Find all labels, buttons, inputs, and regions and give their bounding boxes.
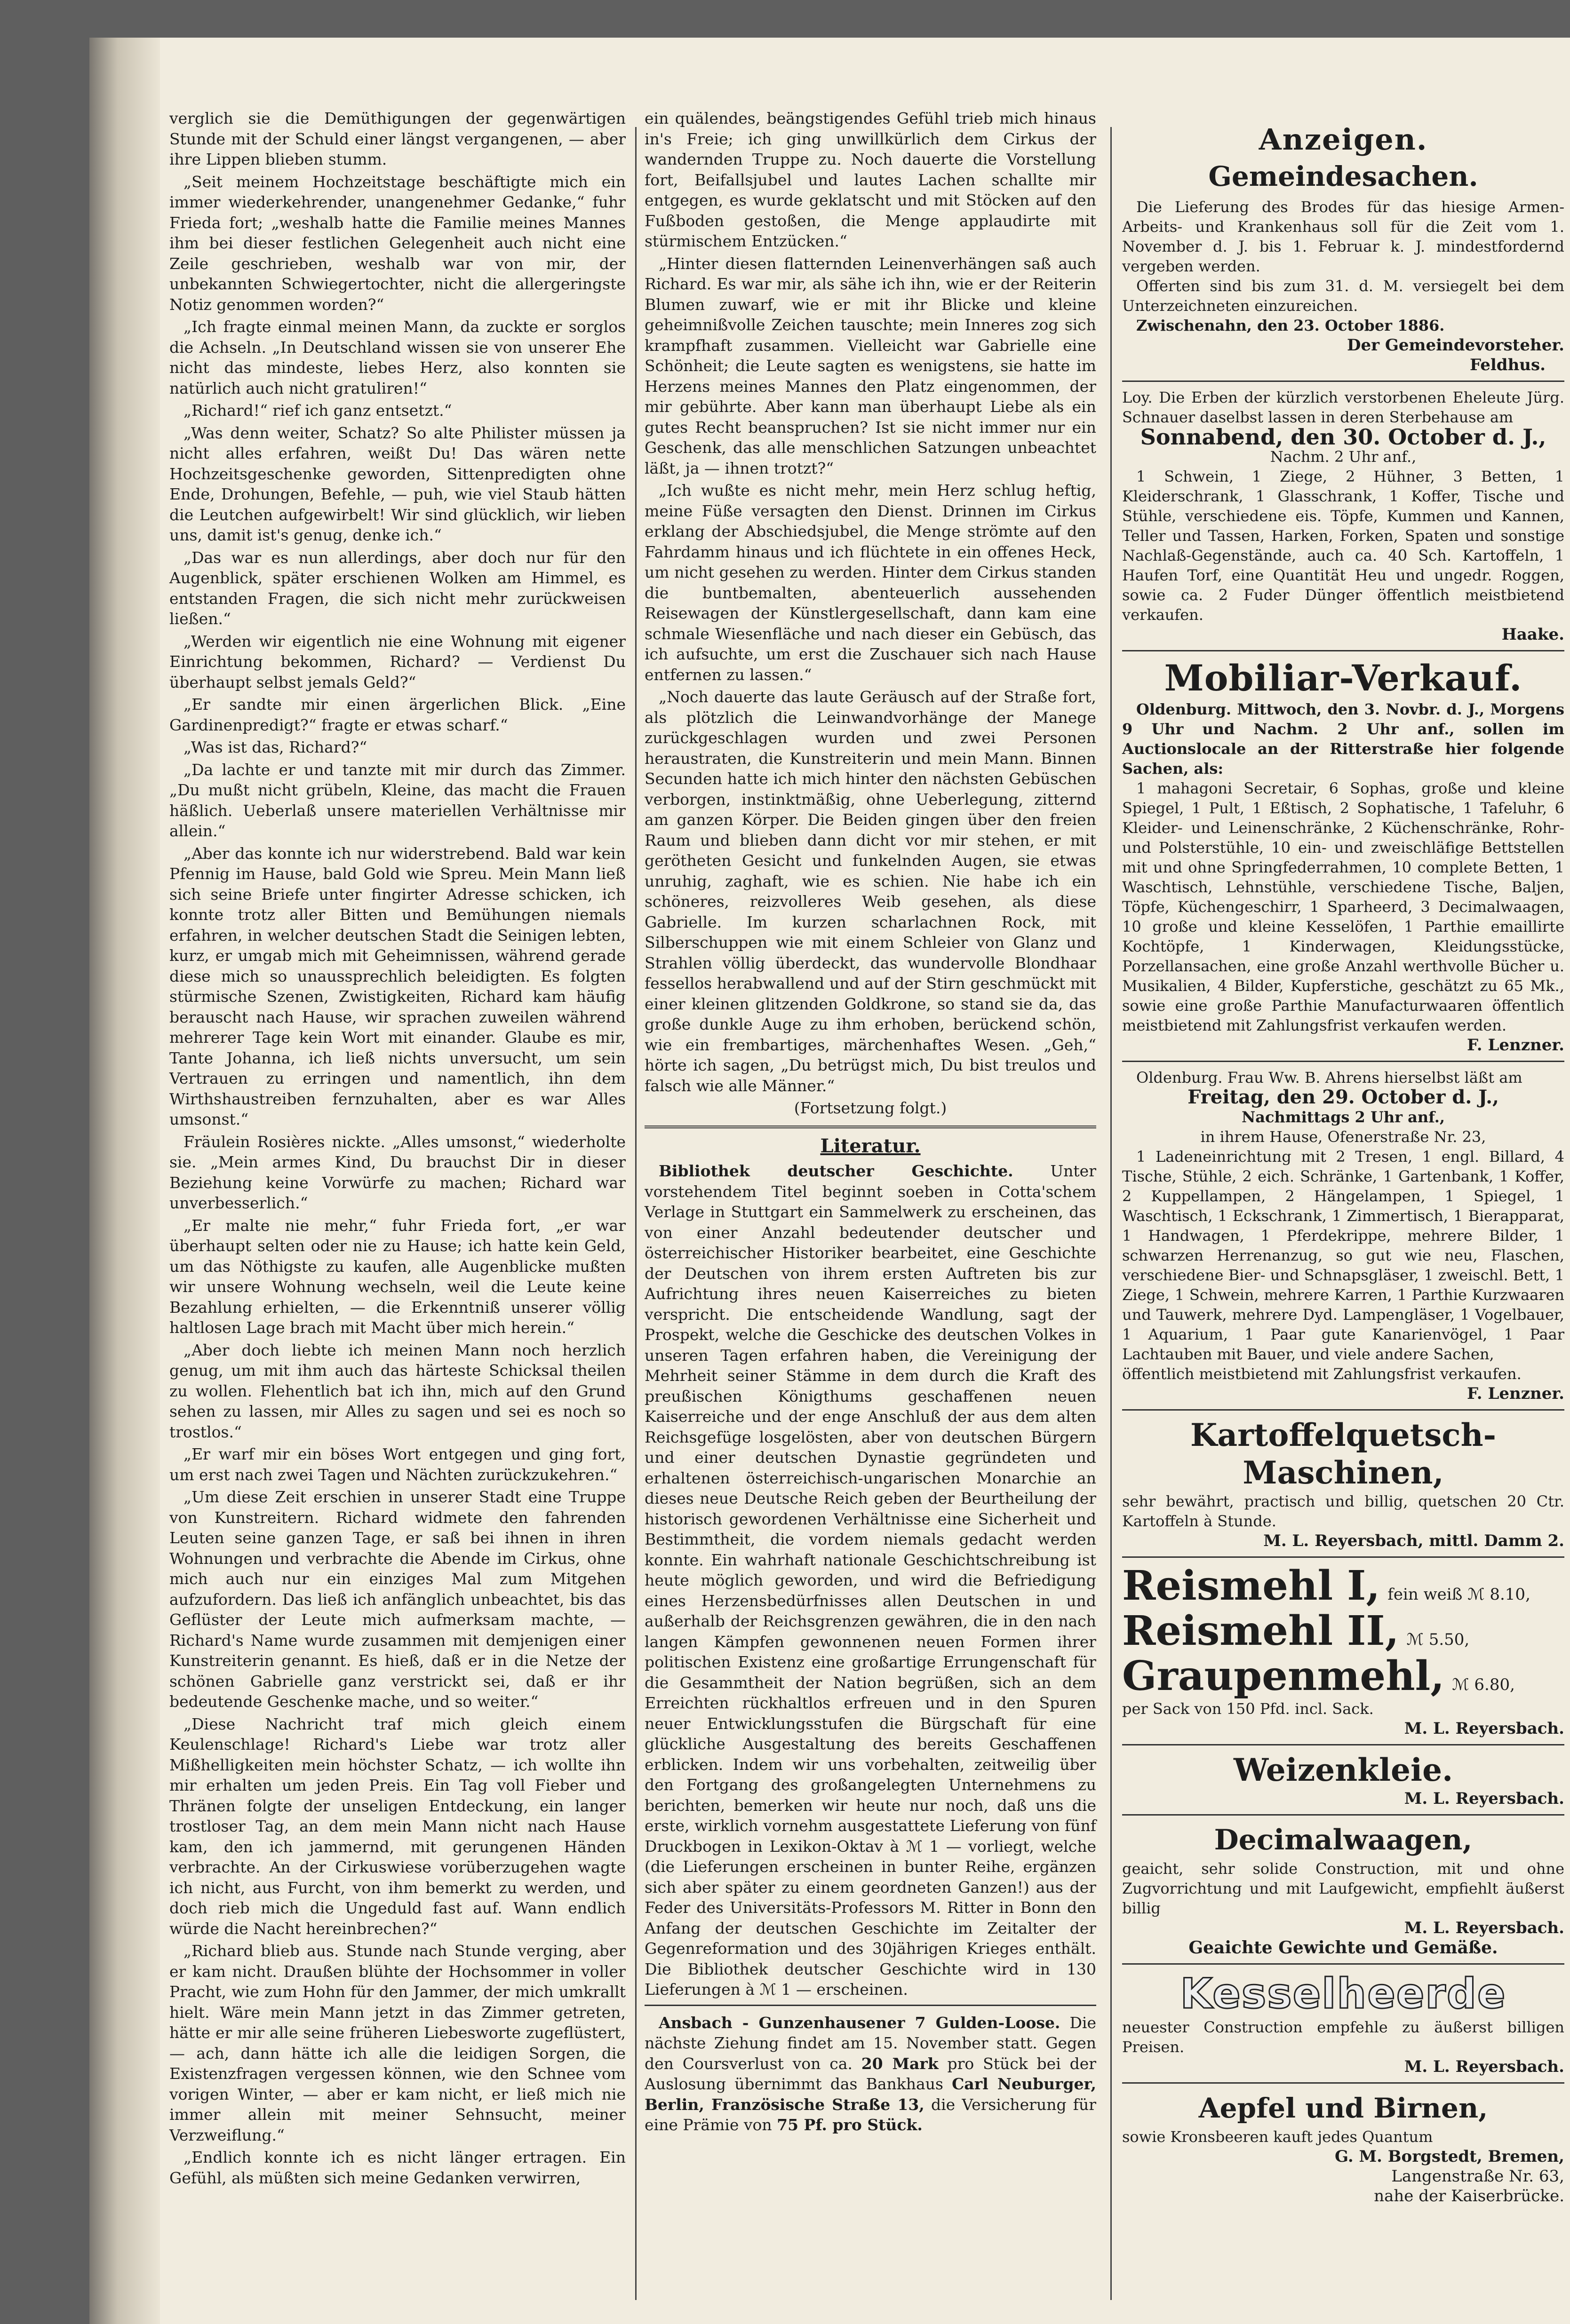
story-paragraph: „Richard blieb aus. Stunde nach Stunde verging, aber er kam nicht. Draußen blühte der Hochsommer in voller Pracht, wie zum Hohn für den Jammer, der mich umkrallt hielt. Wäre mein Mann jetzt in das Zimmer getreten, hätte er mir alle seine früheren Liebesworte zugeflüstert, — ach, dann hätte ich alle die leidigen Sorgen, die Existenzfragen vergessen können, wie den Schnee vom vorigen Winter, — aber er kam nicht, er ließ mich nie immer allein mit meiner Sehnsucht, meiner Verzweiflung.“: [169, 1942, 626, 2144]
mobiliar-heading: Mobiliar-Verkauf.: [1164, 657, 1522, 699]
story-paragraph: „Werden wir eigentlich nie eine Wohnung mit eigener Einrichtung bekommen, Richard? — Verdienst Du überhaupt selbst jemals Geld?“: [169, 632, 626, 691]
kesselheerde-signature: M. L. Reyersbach.: [1404, 2057, 1564, 2076]
story-paragraph: „Seit meinem Hochzeitstage beschäftigte mich ein immer wiederkehrender, unangenehmer Gedanke,“ fuhr Frieda fort; „weshalb hatte die Familie meines Mannes ihm bei dieser festlichen Gelegenheit auch nicht eine Zeile geschrieben, weshalb war von mir, der unbekannten Schwiegertochter, nicht die allergeringste Notiz genommen worden?“: [169, 172, 626, 314]
price-row: [1122, 1563, 1564, 1609]
loy-items: 1 Schwein, 1 Ziege, 2 Hühner, 3 Betten, 1 Kleiderschrank, 1 Glasschrank, 1 Koffer, Tische und Stühle, verschiedene eis. Töpfe, Kummen und Kannen, Teller und Tassen, Harken, Forken, Spaten und sonstige Nachlaß-Gegenstände, auch ca. 40 Sch. Kartoffeln, 1 Haufen Torf, eine Quantität Heu und ungedr. Roggen, sowie ca. 2 Fuder Dünger öffentlich meistbietend verkaufen.: [1122, 468, 1564, 624]
decimalwaagen-heading: Decimalwaagen,: [1214, 1824, 1473, 1856]
aepfel-heading: Aepfel und Birnen,: [1198, 2092, 1488, 2124]
price-product: Reismehl I,: [1122, 1562, 1380, 1610]
story-paragraph: verglich sie die Demüthigungen der gegenwärtigen Stunde mit der Schuld einer längst vergangenen, — aber ihre Lippen blieben stumm.: [169, 109, 626, 168]
lose-notice: [645, 2013, 1096, 2135]
gemeinde-signature-name: Feldhus.: [1469, 356, 1546, 374]
ahrens-intro: Oldenburg. Frau Ww. B. Ahrens hierselbst läßt am: [1136, 1069, 1522, 1087]
literatur-article: [645, 1161, 1096, 2000]
ad-divider: [1122, 1061, 1564, 1062]
gemeindesachen-heading: Gemeindesachen.: [1208, 160, 1478, 192]
story-paragraph: „Hinter diesen flatternden Leinenverhängen saß auch Richard. Es war mir, als sähe ich ihn, wie er der Reiterin Blumen zuwarf, wie er mit ihr Blicke und kleine geheimnißvolle Zeichen tauschte; mein Inneres zog sich krampfhaft zusammen. Vielleicht war Gabrielle eine Schönheit; die Leute sagten es wenigstens, sie hatte im Herzens meines Mannes den Platz eingenommen, der mir gebührte. Aber kann man überhaupt Liebe als ein gutes Recht beanspruchen? Ist sie nicht immer nur ein Geschenk, das alle menschlichen Satzungen unbeachtet läßt, ja — ihnen trotzt?“: [645, 254, 1096, 477]
continuation-note: (Fortsetzung folgt.): [794, 1099, 947, 1117]
kartoffel-text: sehr bewährt, practisch und billig, quetschen 20 Ctr. Kartoffeln à Stunde.: [1122, 1492, 1564, 1530]
aepfel-address: Langenstraße Nr. 63,: [1391, 2167, 1564, 2186]
ahrens-time: Nachmittags 2 Uhr anf.,: [1241, 1108, 1445, 1126]
mobiliar-intro: Oldenburg. Mittwoch, den 3. Novbr. d. J., Morgens 9 Uhr und Nachm. 2 Uhr anf., sollen im Auctionslocale an der Ritterstraße hier folgende Sachen, als:: [1122, 700, 1564, 777]
literatur-body: Unter vorstehendem Titel beginnt soeben in Cotta'schem Verlage in Stuttgart ein Sammelwerk zu erscheinen, das von einer Anzahl bedeutender deutscher und österreichischer Historiker bearbeitet, eine Geschichte der Deutschen von ihrem ersten Auftreten bis zur Aufrichtung ihres neuen Kaiserreiches zu bieten verspricht. Die entscheidende Wandlung, sagt der Prospekt, welche die Geschicke des deutschen Volkes in unseren Tagen erfahren haben, die Vereinigung der Mehrheit seiner Stämme in dem durch die Kraft des preußischen Königthums geschaffenen neuen Kaiserreiche und der enge Anschluß der aus dem alten Reichsgefüge losgelösten, aber von deutschen Bürgern und einer deutschen Dynastie gegründeten und erhaltenen österreichisch-ungarischen Monarchie an dieses neue Deutsche Reich geben der Beurtheilung der historisch gewordenen Verhältnisse eine Sicherheit und Bestimmtheit, die vordem niemals gedacht werden konnte. Ein wahrhaft nationale Geschichtschreibung ist heute möglich geworden, und wird die Befriedigung eines Herzensbedürfnisses allen Deutschen in und außerhalb der Reichsgrenzen gewähren, die in den nach langen Kämpfen gewonnenen neuen Formen ihrer politischen Existenz eine großartige Errungenschaft für die Gesammtheit der Nation begrüßen, sich an dem Erreichten rückhaltlos erfreuen und in den Spuren neuer Entwicklungsstufen die Bürgschaft für eine glückliche Ausgestaltung des bereits Geschaffenen erblicken. Indem wir uns vorbehalten, zeitweilig über den Fortgang des großangelegten Unternehmens zu berichten, bemerken wir heute nur noch, daß uns die erste, wirklich vornehm ausgestattete Lieferung von fünf Druckbogen in Lexikon-Oktav à ℳ 1 — vorliegt, welche (die Lieferungen erscheinen in bunter Reihe, ergänzen sich aber später zu einem geordneten Ganzen!) aus der Feder des Universitäts-Professors M. Ritter in Bonn den Anfang der deutschen Geschichte im Zeitalter der Gegenreformation und des 30jährigen Krieges enthält. Die Bibliothek deutscher Geschichte wird in 130 Lieferungen à ℳ 1 — erscheinen.: [645, 1162, 1096, 1999]
story-paragraph: „Noch dauerte das laute Geräusch auf der Straße fort, als plötzlich die Leinwandvorhänge der Manege zurückgeschlagen wurden und zwei Personen heraustraten, die Kunstreiterin und mein Mann. Binnen Secunden hatte ich mich hinter den nächsten Gebüschen verborgen, instinktmäßig, ohne Ueberlegung, zitternd am ganzen Körper. Die Beiden gingen über den freien Raum und blieben dann dicht vor mir stehen, er mit gerötheten Gesicht und funkelnden Augen, sie etwas unruhig, zaghaft, wie es schien. Nie habe ich ein schöneres, reizvolleres Weib gesehen, als diese Gabrielle. Im kurzen scharlachnen Rock, mit Silberschuppen wie mit einem Schleier von Glanz und Strahlen völlig überdeckt, das wundervolle Blondhaar fessellos herabwallend und auf der Stirn geschmückt mit einer kleinen glitzenden Goldkrone, so stand sie da, das große dunkle Auge zu ihm erhoben, berückend schön, wie ein frembartiges, märchenhaftes Wesen. „Geh,“ hörte ich sagen, „Du betrügst mich, Du bist treulos und falsch wie alle Männer.“: [645, 688, 1096, 1095]
story-paragraph: „Um diese Zeit erschien in unserer Stadt eine Truppe von Kunstreitern. Richard widmete den fahrenden Leuten seine ganzen Tage, er saß bei ihnen in ihren Wohnungen und verbrachte die Abende im Cirkus, ohne mich auch nur ein einziges Mal zum Mitgehen aufzufordern. Das ließ ich anfänglich unbeachtet, bis das Geflüster der Leute mich aufmerksam machte, — Richard's Name wurde zusammen mit demjenigen einer Kunstreiterin genannt. Es hieß, daß er in die Netze der schönen Gabrielle ganz verstrickt sei, daß er ihr bedeutende Geschenke mache, und so weiter.“: [169, 1488, 626, 1711]
lose-premium: 75 Pf. pro Stück.: [777, 2116, 923, 2134]
story-paragraph: „Was denn weiter, Schatz? So alte Philister müssen ja nicht alles erfahren, weißt Du! Das wären nette Hochzeitsgeschenke geworden, Sittenpredigten ohne Ende, Drohungen, Befehle, — puh, wie viel Staub hätten die Leutchen aufgewirbelt! Wir sind glücklich, wir lieben uns, damit ist's genug, denke ich.“: [169, 423, 626, 544]
story-paragraph: ein quälendes, beängstigendes Gefühl trieb mich hinaus in's Freie; ich ging unwillkürlich dem Cirkus der wandernden Truppe zu. Noch dauerte die Vorstellung fort, Beifallsjubel und lautes Lachen schallte mir entgegen, es wurde geklatscht und mit Stöcken auf den Fußboden gestoßen, die Menge applaudirte mit stürmischem Entzücken.“: [645, 109, 1096, 250]
price-note: per Sack von 150 Pfd. incl. Sack.: [1122, 1700, 1374, 1718]
price-product: Reismehl II,: [1122, 1607, 1399, 1655]
story-paragraph: „Ich wußte es nicht mehr, mein Herz schlug heftig, meine Füße versagten den Dienst. Drinnen im Cirkus erklang der Abschiedsjubel, die Menge strömte auf den Fahrdamm hinaus und ich flüchtete in ein offenes Heck, um nicht gesehen zu werden. Hinter dem Cirkus standen die buntbemalten, abenteuerlich aussehenden Reisewagen der Künstlergesellschaft, dann kam eine schmale Wiesenfläche und nach dieser ein Gebüsch, das ich aufsuchte, um erst die Zuschauer sich nach Hause entfernen zu lassen.“: [645, 481, 1096, 684]
loy-signature: Haake.: [1501, 625, 1564, 644]
decimalwaagen-footer: Geaichte Gewichte und Gemäße.: [1188, 1938, 1498, 1958]
price-signature: M. L. Reyersbach.: [1404, 1719, 1564, 1738]
price-row: [1122, 1654, 1564, 1699]
kartoffel-heading: Kartoffelquetsch-Maschinen,: [1190, 1417, 1496, 1491]
ad-divider: [1122, 1556, 1564, 1558]
mobiliar-items: 1 mahagoni Secretair, 6 Sophas, große und kleine Spiegel, 1 Pult, 1 Eßtisch, 2 Sophatische, 1 Tafeluhr, 6 Kleider- und Leinenschränke, 2 Küchenschränke, Rohr- und Polsterstühle, 10 ein- und zweischläfige Bettstellen mit und ohne Springfederrahmen, 10 complete Betten, 1 Waschtisch, Lehnstühle, verschiedene Tische, Baljen, Töpfe, Küchengeschirr, 1 Sparheerd, 3 Decimalwaagen, 10 große und kleine Kesselöfen, 1 Parthie emaillirte Kochtöpfe, 1 Kinderwagen, Kleidungsstücke, Porzellansachen, eine große Anzahl werthvolle Bücher u. Musikalien, 4 Bilder, Kupferstiche, geschätzt zu 65 Mk., sowie eine große Parthie Manufacturwaaren öffentlich meistbietend mit Zahlungsfrist verkaufen werden.: [1122, 779, 1564, 1034]
story-paragraph: „Das war es nun allerdings, aber doch nur für den Augenblick, später erschienen Wolken am Himmel, es entstanden Fragen, die sich nicht mehr zurückweisen ließen.“: [169, 548, 626, 628]
weizenkleie-heading: Weizenkleie.: [1233, 1752, 1453, 1788]
decimalwaagen-signature: M. L. Reyersbach.: [1404, 1919, 1564, 1937]
ahrens-place: in ihrem Hause, Ofenerstraße Nr. 23,: [1200, 1128, 1486, 1146]
advertisements-column: [1122, 108, 1564, 2206]
gemeinde-text: Offerten sind bis zum 31. d. M. versiegelt bei dem Unterzeichneten einzureichen.: [1122, 277, 1564, 315]
loy-date: Sonnabend, den 30. October d. J.,: [1140, 424, 1546, 450]
ad-divider: [1122, 650, 1564, 651]
price-value: fein weiß ℳ 8.10,: [1387, 1585, 1530, 1604]
anzeigen-title: Anzeigen.: [1259, 122, 1428, 157]
ahrens-items: 1 Ladeneinrichtung mit 2 Tresen, 1 engl. Billard, 4 Tische, Stühle, 2 eich. Schränke, 1 Gartenbank, 1 Koffer, 2 Kuppellampen, 2 Hängelampen, 1 Spiegel, 1 Waschtisch, 1 Eckschrank, 1 Zimmertisch, 1 Bierapparat, 1 Handwagen, 1 Pferdekrippe, mehrere Bilder, 1 schwarzen Herrenanzug, so gut wie neu, Flaschen, verschiedene Bier- und Schnapsgläser, 1 zweischl. Bett, 1 Ziege, 1 Schwein, mehrere Karren, 1 Parthie Kurzwaaren und Tauwerk, mehrere Dyd. Lampengläser, 1 Vogelbauer, 1 Aquarium, 1 Paar gute Kanarienvögel, 1 Paar Lachtauben mit Bauer, und viele andere Sachen,: [1122, 1148, 1564, 1363]
gemeinde-date: Zwischenahn, den 23. October 1886.: [1136, 317, 1445, 334]
literatur-heading: Literatur.: [820, 1135, 921, 1157]
column-divider: [635, 127, 637, 2300]
page-fold-shadow: [89, 38, 160, 2324]
aepfel-text: sowie Kronsbeeren kauft jedes Quantum: [1122, 2128, 1433, 2146]
story-paragraph: „Diese Nachricht traf mich gleich einem Keulenschlage! Richard's Liebe war trotz aller Mißhelligkeiten mein höchster Schatz, — ich wollte ihn mir erhalten um jeden Preis. Ein Tag voll Fieber und Thränen folgte der unseligen Entdeckung, ein langer trostloser Tag, an dem mein Mann nicht nach Hause kam, den ich jammernd, mit gerungenen Händen verbrachte. An der Cirkuswiese vorüberzugehen wagte ich nicht, aus Furcht, von ihm bemerkt zu werden, und doch rieb mich die Ungeduld fast auf. Wann endlich würde die Nacht hereinbrechen?“: [169, 1714, 626, 1938]
column-divider: [1110, 127, 1112, 2300]
ad-divider: [1122, 381, 1564, 382]
ad-divider: [1122, 1814, 1564, 1816]
ad-divider: [1122, 2082, 1564, 2084]
decimalwaagen-text: geaicht, sehr solide Construction, mit und ohne Zugvorrichtung und mit Laufgewicht, empfiehlt äußerst billig: [1122, 1860, 1564, 1917]
ahrens-signature: F. Lenzner.: [1467, 1384, 1564, 1403]
kesselheerde-heading: Kesselheerde: [1180, 1969, 1506, 2018]
loy-text: Loy. Die Erben der kürzlich verstorbenen Eheleute Jürg. Schnauer daselbst lassen in deren Sterbehause am: [1122, 389, 1564, 426]
lose-bank: Carl Neuburger, Berlin, Französische Straße 13,: [645, 2075, 1096, 2114]
price-value: ℳ 5.50,: [1406, 1630, 1470, 1649]
ahrens-date: Freitag, den 29. October d. J.,: [1187, 1086, 1499, 1108]
story-paragraph: „Er sandte mir einen ärgerlichen Blick. „Eine Gardinenpredigt?“ fragte er etwas scharf.“: [169, 695, 626, 734]
lose-title: Ansbach - Gunzenhausener 7 Gulden-Loose.: [659, 2013, 1060, 2032]
kesselheerde-text: neuester Construction empfehle zu äußerst billigen Preisen.: [1122, 2018, 1564, 2056]
story-paragraph: „Aber doch liebte ich meinen Mann noch herzlich genug, um mit ihm auch das härteste Schicksal theilen zu wollen. Flehentlich bat ich ihn, mich auf den Grund sehen zu lassen, mir Alles zu sagen und sei es noch so trostlos.“: [169, 1340, 626, 1441]
lose-amount: 20 Mark: [861, 2054, 939, 2073]
story-paragraph: „Endlich konnte ich es nicht länger ertragen. Ein Gefühl, als müßten sich meine Gedanken verwirren,: [169, 2148, 626, 2187]
lose-text: pro Stück bei der Auslosung übernimmt das Bankhaus: [645, 2054, 1097, 2093]
lose-text: die Versicherung für eine Prämie von: [645, 2095, 1096, 2134]
story-column-1: [169, 108, 626, 2190]
story-paragraph: „Er warf mir ein böses Wort entgegen und ging fort, um erst nach zwei Tagen und Nächten zurückzukehren.“: [169, 1445, 626, 1484]
loy-time: Nachm. 2 Uhr anf.,: [1270, 448, 1417, 466]
price-row: [1122, 1609, 1564, 1654]
story-paragraph: Fräulein Rosières nickte. „Alles umsonst,“ wiederholte sie. „Mein armes Kind, Du brauchst Dir in dieser Beziehung keine Vorwürfe zu machen; Richard war unverbesserlich.“: [169, 1132, 626, 1212]
section-divider: [645, 2005, 1096, 2006]
aepfel-address: nahe der Kaiserbrücke.: [1374, 2187, 1564, 2205]
gemeinde-text: Die Lieferung des Brodes für das hiesige Armen-Arbeits- und Krankenhaus soll für die Zeit vom 1. November d. J. bis 1. Februar k. J. mindestfordernd vergeben werden.: [1122, 198, 1564, 275]
literatur-title: Bibliothek deutscher Geschichte.: [659, 1162, 1013, 1180]
price-value: ℳ 6.80,: [1452, 1675, 1515, 1694]
story-paragraph: „Aber das konnte ich nur widerstrebend. Bald war kein Pfennig im Hause, bald Gold wie Spreu. Mein Mann ließ sich seine Briefe unter fingirter Adresse schicken, ich konnte trotz aller Bitten und Bemühungen niemals erfahren, in welcher deutschen Stadt die Seinigen lebten, kurz, er umgab mich mit Geheimnissen, während gerade diese mich so unaussprechlich beleidigten. Es folgten stürmische Szenen, Zwistigkeiten, Richard kam häufig berauscht nach Hause, wir sprachen zuweilen während mehrerer Tage kein Wort mit einander. Glaube es mir, Tante Johanna, ich ließ nichts unversucht, um sein Vertrauen zu erringen und namentlich, ihn dem Wirthshaustreiben fernzuhalten, aber es war Alles umsonst.“: [169, 844, 626, 1128]
story-column-2: [645, 108, 1096, 2137]
weizenkleie-signature: M. L. Reyersbach.: [1404, 1789, 1564, 1808]
story-paragraph: „Richard!“ rief ich ganz entsetzt.“: [183, 401, 452, 420]
kartoffel-signature: M. L. Reyersbach, mittl. Damm 2.: [1263, 1531, 1564, 1550]
ad-divider: [1122, 1409, 1564, 1411]
newspaper-page: [89, 38, 1570, 2324]
ahrens-end: öffentlich meistbietend mit Zahlungsfrist verkaufen.: [1122, 1365, 1522, 1383]
section-divider: [645, 1126, 1096, 1128]
ad-divider: [1122, 1963, 1564, 1965]
lose-text: Die nächste Ziehung findet am 15. November statt. Gegen den Coursverlust von ca.: [645, 2013, 1096, 2073]
story-paragraph: „Da lachte er und tanzte mit mir durch das Zimmer. „Du mußt nicht grübeln, Kleine, das macht die Frauen häßlich. Ueberlaß unsere materiellen Verhältnisse mir allein.“: [169, 760, 626, 840]
price-product: Graupenmehl,: [1122, 1652, 1445, 1700]
ad-divider: [1122, 1744, 1564, 1745]
mobiliar-signature: F. Lenzner.: [1467, 1036, 1564, 1055]
aepfel-signature: G. M. Borgstedt, Bremen,: [1335, 2147, 1564, 2166]
story-paragraph: „Ich fragte einmal meinen Mann, da zuckte er sorglos die Achseln. „In Deutschland wissen sie von unserer Ehe nicht das mindeste, liebes Herz, also konnten sie natürlich auch nicht gratuliren!“: [169, 317, 626, 397]
story-paragraph: „Was ist das, Richard?“: [183, 738, 367, 756]
gemeinde-signature: Der Gemeindevorsteher.: [1347, 336, 1564, 355]
story-paragraph: „Er malte nie mehr,“ fuhr Frieda fort, „er war überhaupt selten oder nie zu Hause; ich hatte kein Geld, um das Nöthigste zu kaufen, alle Augenblicke mußten wir unsere Wohnung wechseln, weil die Leute keine Bezahlung erhielten, — die Erkenntniß unserer völlig haltlosen Lage brach mit Macht über mich herein.“: [169, 1216, 626, 1337]
